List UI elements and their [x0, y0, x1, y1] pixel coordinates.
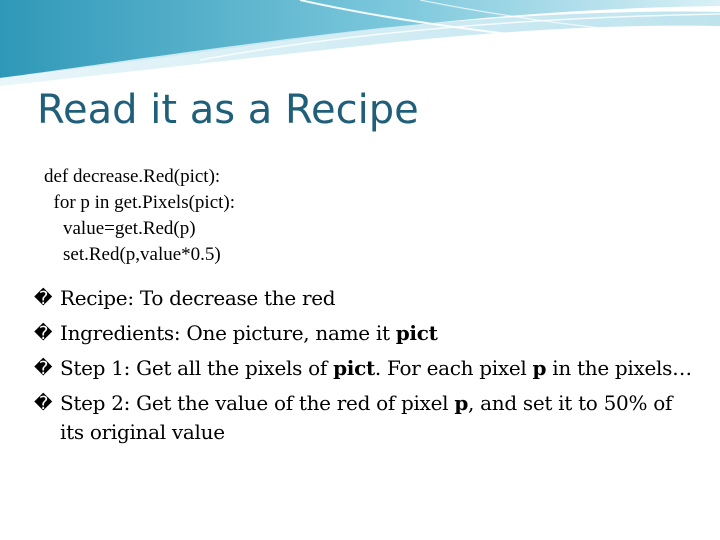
bullet-text: , and set it to 50% of its original value: [60, 391, 673, 444]
code-line: def decrease.Red(pict):: [44, 166, 221, 187]
code-line: value=get.Red(p): [44, 218, 196, 239]
bullet-bold-term: p: [454, 391, 468, 415]
bullet-text: Step 2: Get the value of the red of pixel: [60, 391, 455, 415]
bullet-glyph-icon: �: [34, 323, 53, 344]
header-swoosh-decoration: [0, 0, 720, 90]
bullet-step-1: [34, 354, 694, 383]
bullet-text: Step 1: Get all the pixels of: [60, 356, 334, 380]
bullet-step-2: [34, 389, 694, 447]
bullet-glyph-icon: �: [34, 288, 53, 309]
code-line: set.Red(p,value*0.5): [44, 244, 221, 265]
bullet-bold-term: pict: [395, 321, 438, 345]
code-line: for p in get.Pixels(pict):: [44, 192, 236, 213]
slide-title: Read it as a Recipe: [37, 87, 419, 133]
bullet-text: in the pixels…: [546, 356, 692, 380]
bullet-glyph-icon: �: [34, 358, 53, 379]
bullet-recipe: [34, 284, 694, 313]
bullet-bold-term: pict: [333, 356, 375, 380]
bullet-text: Ingredients: One picture, name it: [60, 321, 396, 345]
bullet-bold-term: p: [532, 356, 547, 380]
bullet-ingredients: [34, 319, 694, 348]
bullet-glyph-icon: �: [34, 393, 53, 414]
code-block: [44, 164, 235, 268]
bullet-text: Recipe: To decrease the red: [60, 286, 336, 310]
bullet-text: . For each pixel: [374, 356, 533, 380]
bullet-list: [34, 284, 694, 453]
